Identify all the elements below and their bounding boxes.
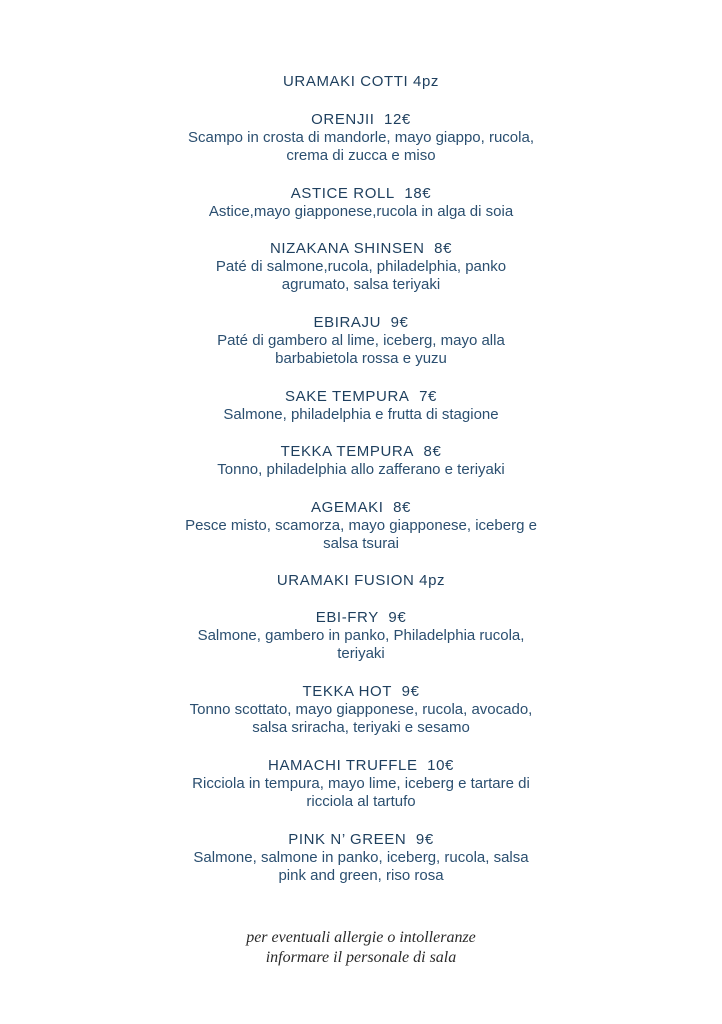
menu-item-ebiraju — [0, 314, 722, 368]
item-name: TEKKA TEMPURA 8€ — [280, 443, 442, 460]
menu-item-sake-tempura — [0, 388, 722, 424]
item-name: AGEMAKI 8€ — [311, 499, 411, 516]
item-desc: Salmone, philadelphia e frutta di stagione — [223, 406, 499, 423]
menu-item-orenjii — [0, 111, 722, 165]
item-desc: Salmone, salmone in panko, iceberg, rucola, salsa — [193, 849, 529, 866]
item-desc: Paté di gambero al lime, iceberg, mayo alla — [217, 332, 505, 349]
item-price: 9€ — [415, 831, 434, 848]
item-name: HAMACHI TRUFFLE 10€ — [268, 757, 454, 774]
item-desc: crema di zucca e miso — [286, 147, 436, 164]
item-price: 8€ — [393, 499, 411, 516]
item-desc: Pesce misto, scamorza, mayo giapponese, iceberg e — [185, 517, 537, 534]
allergy-notice-line-2: informare il personale di sala — [265, 949, 457, 966]
item-price: 10€ — [427, 757, 454, 774]
menu-item-pink-n-green — [0, 831, 722, 885]
item-price: 9€ — [388, 609, 407, 626]
item-name: ORENJII 12€ — [311, 111, 411, 128]
item-desc: barbabietola rossa e yuzu — [275, 350, 447, 367]
item-name: NIZAKANA SHINSEN 8€ — [269, 240, 453, 257]
menu-item-astice-roll — [0, 185, 722, 221]
item-desc: salsa tsurai — [323, 535, 399, 552]
item-price: 9€ — [390, 314, 409, 331]
menu-item-agemaki — [0, 499, 722, 553]
item-desc: Salmone, gambero in panko, Philadelphia rucola, — [197, 627, 525, 644]
item-name: TEKKA HOT 9€ — [302, 683, 420, 700]
menu-item-ebi-fry — [0, 609, 722, 663]
section-title-uramaki-cotti: URAMAKI COTTI 4pz — [282, 73, 440, 90]
item-price: 18€ — [404, 185, 432, 202]
allergy-notice — [0, 928, 722, 968]
menu-item-tekka-tempura — [0, 443, 722, 479]
menu-item-nizakana-shinsen — [0, 240, 722, 294]
item-desc: Tonno scottato, mayo giapponese, rucola, avocado, — [189, 701, 533, 718]
menu-item-hamachi-truffle — [0, 757, 722, 811]
item-name: ASTICE ROLL 18€ — [290, 185, 432, 202]
item-desc: pink and green, riso rosa — [278, 867, 444, 884]
section-title-uramaki-fusion: URAMAKI FUSION 4pz — [276, 572, 446, 589]
item-price: 9€ — [401, 683, 420, 700]
item-desc: agrumato, salsa teriyaki — [281, 276, 441, 293]
menu-item-tekka-hot — [0, 683, 722, 737]
item-desc: Astice,mayo giapponese,rucola in alga di soia — [208, 203, 514, 220]
item-desc: teriyaki — [337, 645, 385, 662]
item-desc: Paté di salmone,rucola, philadelphia, panko — [215, 258, 507, 275]
item-name: EBIRAJU 9€ — [313, 314, 409, 331]
item-price: 7€ — [419, 388, 437, 405]
item-name: PINK N’ GREEN 9€ — [288, 831, 434, 848]
item-price: 12€ — [384, 111, 411, 128]
allergy-notice-line-1: per eventuali allergie o intolleranze — [246, 929, 476, 946]
item-desc: salsa sriracha, teriyaki e sesamo — [252, 719, 470, 736]
item-name: SAKE TEMPURA 7€ — [285, 388, 437, 405]
item-desc: ricciola al tartufo — [306, 793, 416, 810]
item-desc: Ricciola in tempura, mayo lime, iceberg e tartare di — [192, 775, 530, 792]
item-price: 8€ — [423, 443, 442, 460]
item-desc: Tonno, philadelphia allo zafferano e teriyaki — [217, 461, 505, 478]
item-desc: Scampo in crosta di mandorle, mayo giappo, rucola, — [187, 129, 534, 146]
item-price: 8€ — [434, 240, 453, 257]
item-name: EBI-FRY 9€ — [315, 609, 407, 626]
